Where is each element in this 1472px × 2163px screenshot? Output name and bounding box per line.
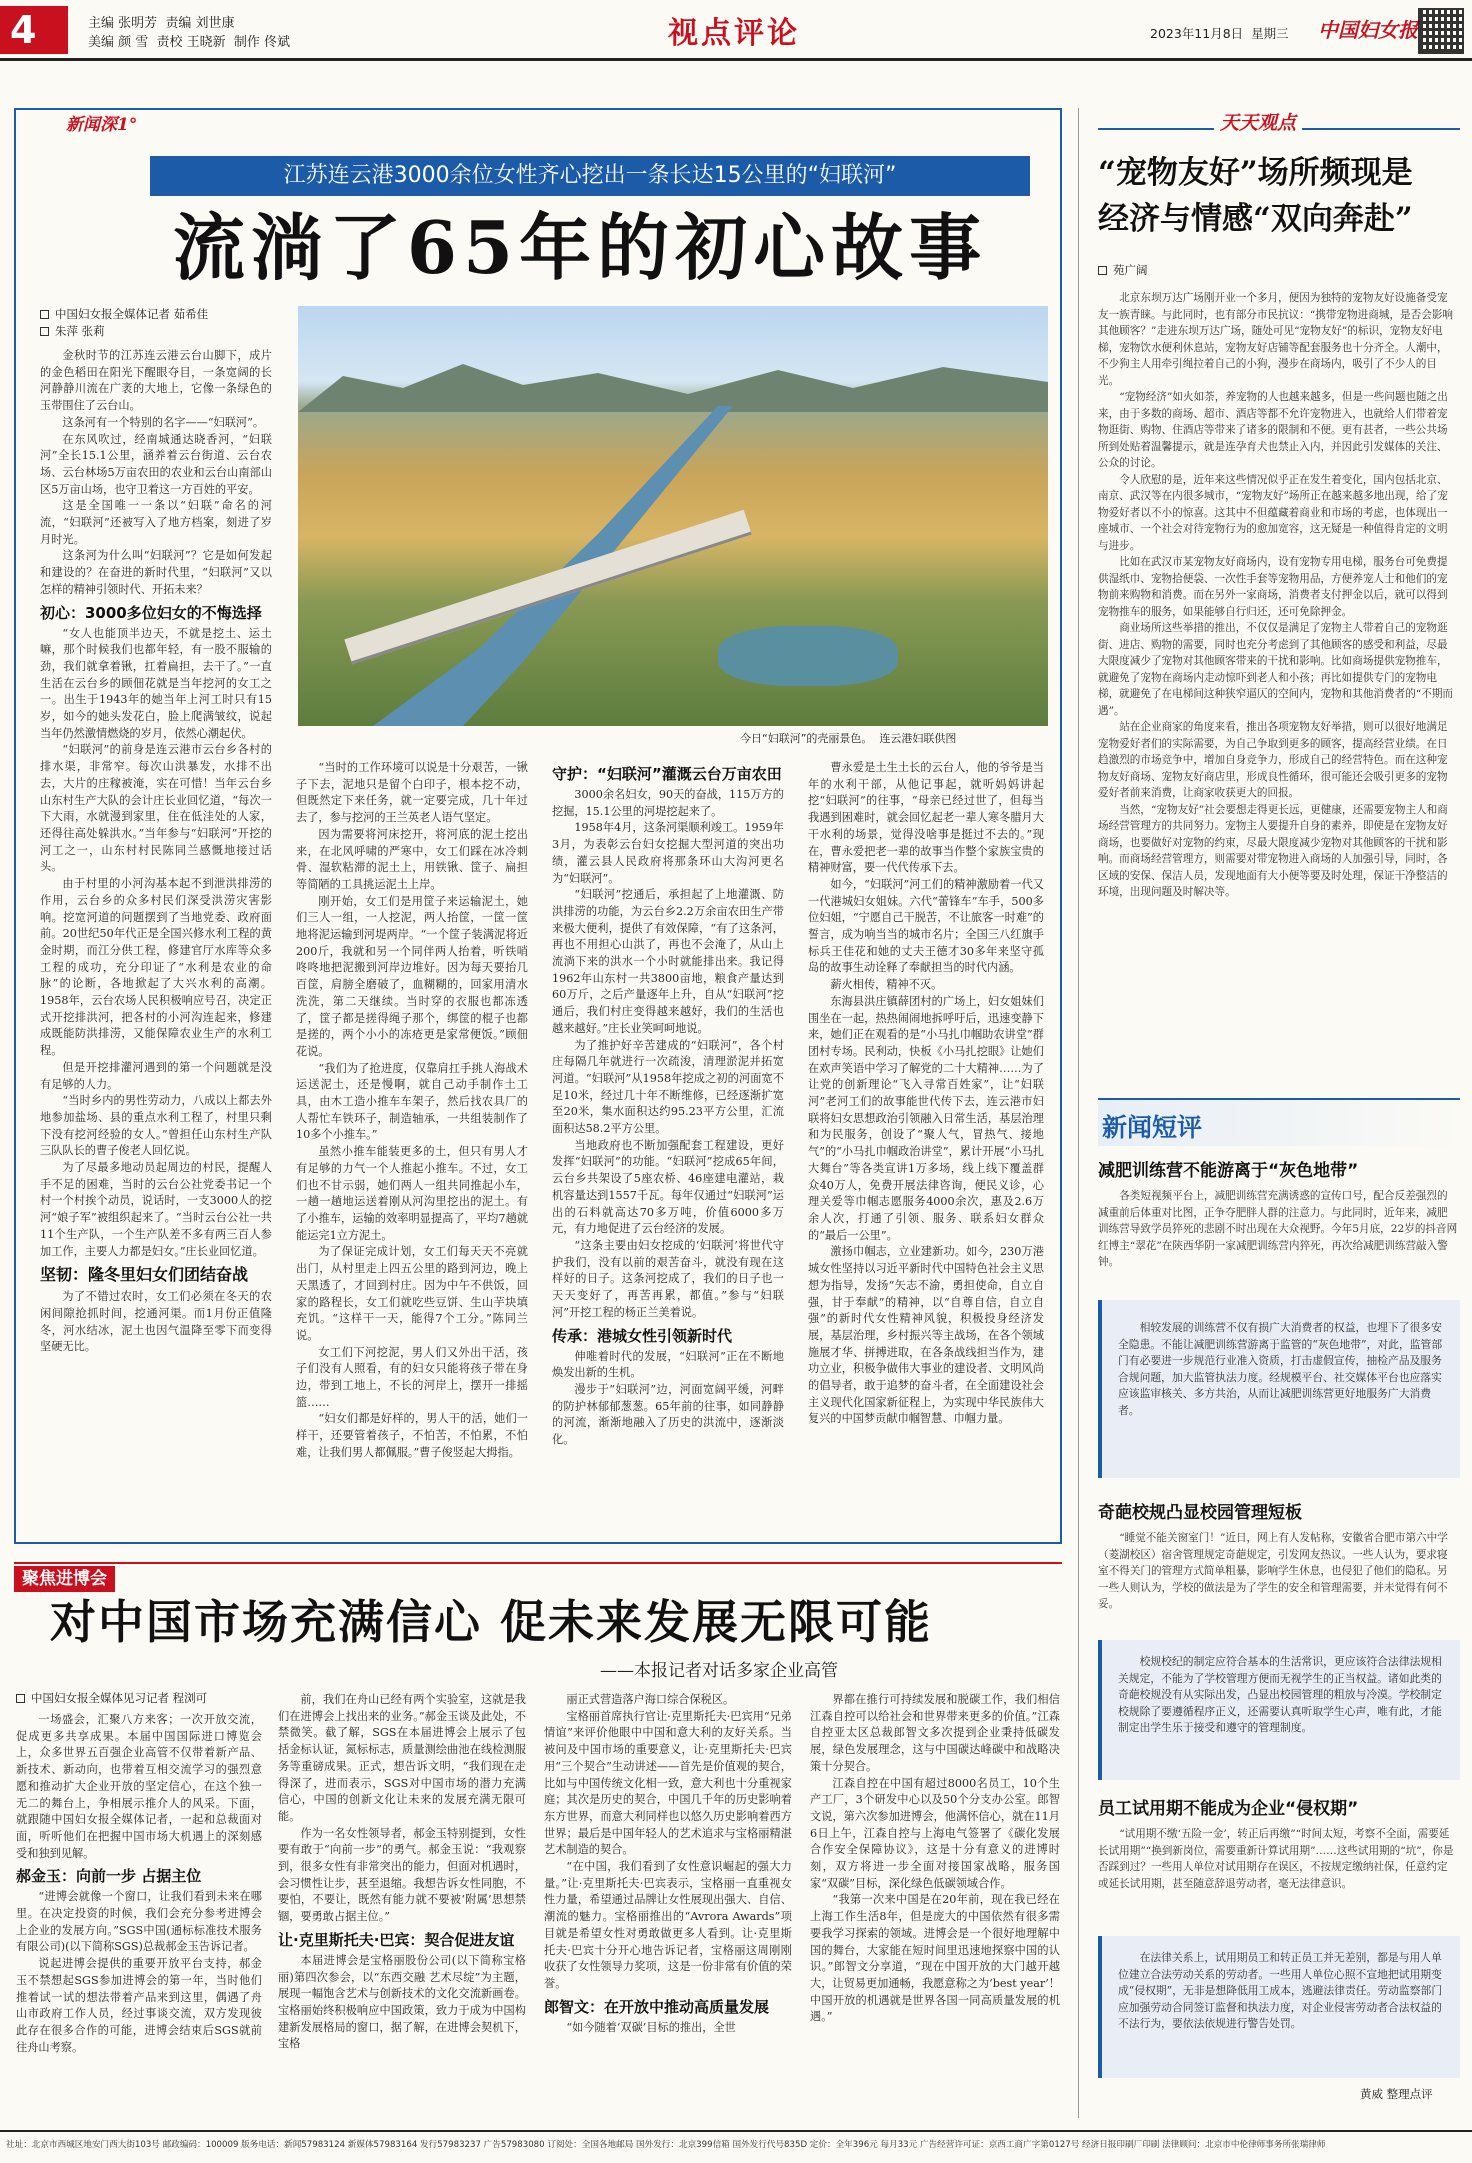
mountain-silhouette [298,352,1048,412]
feature-kicker: 江苏连云港3000余位女性齐心挖出一条长达15公里的“妇联河” [283,163,897,188]
subhead-jianren: 坚韧：隆冬里妇女们团结奋战 [40,1265,249,1285]
feature-column-3: 守护：“妇联河”灌溉云台万亩农田 3000余名妇女，90天的奋战，115万方的挖掘，15.1公里的河堤挖起来了。 1958年4月，这条河渠顺利竣工。1959年3月，为表彰云台妇女挖掘大型河道的突出功绩，灌云县人民政府将那条环山大沟河更名为“妇联河”。 “妇联河”挖通后，承担起了上地灌溉、防洪排涝的功能，为云台乡2.2万余亩农田生产带来极大便利，提供了有效保障，“有了这条河，再也不用担心山洪了，再也不会淹了，从山上流淌下来的洪水一个小时就能排出来。我记得1962年山东村一共3800亩地，粮食产量达到60万斤，之后产量逐年上升，自从“妇联河”挖通后，我们村庄变得越来越好，我们的生活也越来越好。”庄长业笑呵呵地说。 为了推护好辛苦建成的“妇联河”，各个村庄每隔几年就进行一次疏浚，清理淤泥并拓宽河道。“妇联河”从1958年挖成之初的河面宽不足10米，经过几十年不断维修，已经逐渐扩宽至20米，集水面积达约95.23平方公里，汇流面积达58.2平方公里。 当地政府也不断加强配套工程建设，更好发挥“妇联河”的功能。“妇联河”挖成65年间，云台乡共架设了5座农桥、46座建电灌站，栽机容量达到1557千瓦。每年仅通过“妇联河”运出的石料就高达70多万吨，价值6000多万元，有力地促进了云台经济的发展。 “这条主要由妇女挖成的‘妇联河’将世代守护我们，没有以前的艰苦奋斗，就没有现在这样好的日子。这条河挖成了，我们的日子也一天天变好了，再苦再累，都值。”参与“妇联河”开挖工程的杨正兰美着说。 传承：港城女性引领新时代 伸唯着时代的发展，“妇联河”正在不断地焕发出新的生机。 漫步于“妇联河”边，河面宽阔平缓，河畔的防护林郁郁葱葱。65年前的往事，如同静静的河流，渐渐地融入了历史的洪流中，逐渐淡化。 [552,765,784,1447]
short-review-1-comment: 相较发展的训练营不仅有损广大消费者的权益，也埋下了很多安全隐患。不能让减肥训练营游离于监管的“灰色地带”，对此，监管部门有必要进一步规范行业准入资质，打击虚假宣传，抽检产品及服务合规问题，加大监管执法力度。经规模平台、社交媒体平台也应落实应该监审核关、多方共治，从而让减肥训练营更好地服务广大消费者。 [1098,1300,1460,1478]
photo-caption: 今日“妇联河”的壳丽景色。 连云港妇联供图 [740,732,957,745]
news-commentary-banner [1098,1098,1460,1146]
subhead-haojinyu: 郝金玉：向前一步 占据主位 [16,1867,202,1886]
feature-kicker-bar [150,156,1030,196]
byline-square-icon [40,327,49,336]
subhead-chuxin: 初心：3000多位妇女的不悔选择 [40,603,262,622]
pond-shape [718,626,898,686]
qr-code-icon [1418,8,1464,54]
section-title: 视点评论 [668,16,800,51]
subhead-langzhiwen: 郎智文：在开放中推动高质量发展 [544,1997,770,2016]
page-header [0,0,1472,58]
issue-date: 2023年11月8日 星期三 [1150,26,1289,41]
byline-square-icon [40,310,49,319]
feature-column-2: “当时的工作环境可以说是十分艰苦，一锹子下去，泥地只是留个白印子，根本挖不动，但既然定下来任务，就一定要完成，几十年过去了，参与挖河的王兰英老人语气坚定。 因为需要将河床挖开，将河底的泥土挖出来，在北风呼啸的严寒中，女工们踩在冰冷刺骨、湿软粘滞的泥土上，用铁锹、筐子、扁担等简陋的工具挑运泥土上岸。 刚开始，女工们是用筐子来运输泥土，她们三人一组，一人挖泥，两人抬筐，一筐一筐地将泥运输到河堤两岸。“一个筐子装满泥将近200斤，我就和另一个同伴两人抬着，听铁哨咚咚地把泥搬到河岸边堆好。因为每天要抬几百筐，肩膀全磨破了，血糊糊的，回家用清水洗洗，第二天继续。当时穿的衣服也都冻透了，筐子都是搓得绳子那个，绑筐的棍子也都是搓的，两个小小的冻疮更是家常便饭。”顾佃花说。 “我们为了抢进度，仅靠肩扛手挑人海战术运送泥土，还是慢啊，就自己动手制作土工具，由木工造小推车车架子，然后找农具厂的人帮忙车铁环子，制造轴承，一共组装制作了10多个小推车。” 虽然小推车能装更多的土，但只有男人才有足够的力气一个人推起小推车。不过，女工们也不甘示弱，她们两人一组共同推起小车，一趟一趟地运送着刚从河沟里挖出的泥土。有了小推车，运输的效率明显提高了，平均7趟就能运完1立方泥土。 为了保证完成计划，女工们每天天不亮就出门，从村里走上四五公里的路到河边，晚上天黑透了，才回到村庄。因为中午不供饭，回家的路程长，女工们就吃些豆饼、生山芋块填充饥。“这样干一天，能得7个工分。”陈同兰说。 女工们下河挖泥，男人们又外出干活，孩子们没有人照看，有的妇女只能将孩子带在身边，带到工地上，不长的河岸上，摆开一排摇篮…… “妇女们都是好样的，男人干的活，她们一样干，还要管着孩子，不怕苦，不怕累，不怕难，让我们男人都佩服。”曹子俊竖起大拇指。 [296,761,528,1459]
short-review-1-body: 各类短视频平台上，减肥训练营充满诱惑的宣传口号，配合反差强烈的减重前后体重对比图，正争夺肥胖人群的注意力。与此同时，近年来，减肥训练营导致学员猝死的悲剧不时出现在大众视野。今年5月底，22岁的抖音网红博主“翠花”在陕西华阴一家减肥训练营内猝死，再次给减肥训练营敲入警钟。 [1098,1190,1458,1268]
author-square-icon [1098,266,1107,275]
short-review-2-comment: 校规校纪的制定应符合基本的生活常识，更应该符合法律法规相关规定，不能为了学校管理方便而无视学生的正当权益。诸如此类的奇葩校规没有从实际出发，凸显出校园管理的粗放与冷漠。学校制定校规除了要遵循程序正义，还需要认真听取学生心声，唯有此，才能制定出学生乐于接受和遵守的管理制度。 [1098,1640,1460,1780]
footer-rule [0,2130,1472,2132]
page-number-badge [0,6,68,54]
feature-byline: 中国妇女报全媒体记者 茹希佳 朱萍 张莉 [40,306,208,340]
subhead-babin: 让·克里斯托夫·巴宾：契合促进友谊 [278,1930,515,1949]
bottom-column-4: 界都在推行可持续发展和脱碳工作，我们相信江森自控可以给社会和世界带来更多的价值。”江森自控亚太区总裁郎智文多次提到企业秉持低碳发展，绿色发展理念，这与中国碳达峰碳中和战略决策十分契合。 江森自控在中国有超过8000名员工，10个生产工厂，3个研发中心以及50个分支办公室。郎智文说，第六次参加进博会，他满怀信心，就在11月6日上午，江森自控与上海电气签署了《碳化发展合作安全保障协议》，这是十分有意义的进博时刻，双方将进一步全面对接国家战略，服务国家“双碳”目标，深化绿色低碳领域合作。 “我第一次来中国是在20年前，现在我已经在上海工作生活8年，但是庞大的中国依然有很多需要我学习探索的领域。进博会是一个很好地理解中国的舞台，大家能在短时间里迅速地探察中国的认识。”郎智文分享道，“现在中国开放的大门越开越大，让贸易更加通畅，我愿意称之为‘best year’！中国开放的机遇就是世界各国一同高质量发展的机遇。” [810,1693,1060,2024]
feature-column-1: 金秋时节的江苏连云港云台山脚下，成片的金色稻田在阳光下醒眼夺目，一条宽阔的长河静静川流在广袤的大地上，它像一条绿色的玉带围住了云台山。 这条河有一个特别的名字——“妇联河”。 在东风吹过，经南城通达晓香河，“妇联河”全长15.1公里，涵养着云台街道、云台农场、云台林场5万亩农田的农业和云台山南部山区5万亩山场，也守卫着这一方百姓的平安。 这是全国唯一一条以“妇联”命名的河流，“妇联河”还被写入了地方档案，刻进了岁月时光。 这条河为什么叫“妇联河”？它是如何发起和建设的？在奋进的新时代里，“妇联河”又以怎样的精神引领时代、开拓未来？ 初心：3000多位妇女的不悔选择 “女人也能顶半边天，不就是挖土、运土嘛，那个时候我们也都年轻，有一股不服输的劲，我们就拿着锹，扛着扁担，去干了。”一直生活在云台乡的顾佃花就是当年挖河的女工之一。出生于1943年的她当年上河工时只有15岁，如今的她头发花白，脸上爬满皱纹，说起当年仍然激情燃烧的岁月，依然心潮起伏。 “妇联河”的前身是连云港市云台乡各村的排水渠，非常窄。每次山洪暴发，水排不出去，大片的庄稼被淹，实在可惜！当年云台乡山东村生产大队的会计庄长业回忆道，“每次一下大雨，水就漫到家里，住在低洼处的人家，还得往高处躲洪水。”当年参与“妇联河”开挖的河工之一，山东村村民陈同兰感慨地接过话头。 由于村里的小河沟基本起不到泄洪排涝的作用，云台乡的众多村民们深受洪涝灾害影响。挖宽河道的问题摆到了当地党委、政府面前。20世纪50年代正是全国兴修水利工程的黄金时期，而江分供工程，修建官厅水库等众多工程的成功，充分印证了“水利是农业的命脉”的论断，各地掀起了大兴水利的高潮。1958年，云台农场人民积极响应号召，决定正式开挖排洪河，把各村的小河沟连起来，修建成既能防洪排涝，又能保障农业生产的水利工程。 但是开挖排灌河遇到的第一个问题就是没有足够的人力。 “当时乡内的男性劳动力，八成以上都去外地参加盐场、县的重点水利工程了，村里只剩下没有挖河经验的女人。”曾担任山东村生产队三队队长的曹子俊老人回忆说。 为了尽最多地动员起周边的村民，提醒人手不足的困难，当时的云台公社党委书记一个村一个村挨个动员，说话时，一支3000人的挖河“娘子军”被组织起来了。“当时云台公社一共11个生产队，一个生产队差不多有两三百人参加工作，主要人力都是妇女。”庄长业回忆道。 坚韧：隆冬里妇女们团结奋战 为了不错过农时，女工们必须在冬天的农闲间隙抢抓时间，挖通河渠。而1月份正值隆冬，河水结冰，泥土也因气温降至零下而变得坚硬无比。 [40,349,272,1354]
bottom-column-3: 丽正式营造落户海口综合保税区。 宝格丽首席执行官让·克里斯托夫·巴宾用“兄弟情谊”来评价他眼中中国和意大利的友好关系。当被问及中国市场的重要意义，让·克里斯托夫·巴宾用“三个契合”生动讲述——首先是价值观的契合，比如与中国传统文化相一致，意大利也十分重视家庭；其次是历史的契合，中国几千年的历史影响着东方世界，而意大利同样也以悠久历史影响着西方世界；最后是中国年轻人的艺术追求与宝格丽精湛艺术制造的契合。 “在中国，我们看到了女性意识崛起的强大力量。”让·克里斯托夫·巴宾表示，宝格丽一直重视女性力量，希望通过品牌让女性展现出强大、自信、潮流的魅力。宝格丽推出的“Avrora Awards”项目就是希望女性对勇敢做更多人看到。让·克里斯托夫·巴宾十分开心地告诉记者，宝格丽这周刚刚收获了女性领导力奖项，这是一份非常有价值的荣誉。 郎智文：在开放中推动高质量发展 “如今随着‘双碳’目标的推出，全世 [544,1693,792,2034]
bottom-column-2: 前，我们在舟山已经有两个实验室，这就是我们在进博会上找出来的业务。”郝金玉谈及此处，不禁微笑。截了解，SGS在本届进博会上展示了包括金标认证，氮标标志，质量测绘曲池在线检测服务等重磅成果。正式，想告诉文明，“我们现在走得深了，进而表示，SGS对中国市场的潜力充满信心，中国的创新文化让未来的发展充满无限可能。 作为一名女性领导者，郝金玉特别提到，女性要有敢于“向前一步”的勇气。郝金玉说：“我观察到，很多女性有非常突出的能力，但面对机遇时，会习惯性让步，甚至退缩。我想告诉女性同胞，不要怕，不要让，既然有能力就不要被‘附属’思想禁锢，要勇敢占据主位。” 让·克里斯托夫·巴宾：契合促进友谊 本届进博会是宝格丽股份公司(以下简称宝格丽)第四次参会，以“东西交融 艺术尽绽”为主题，展现一幅饱含艺术与创新技术的文化交流新画卷。宝格丽始终积极响应中国政策，致力于成为中国构建新发展格局的窗口，据了解，在进博会契机下，宝格 [278,1693,526,2051]
short-review-3-title: 员工试用期不能成为企业“侵权期” [1098,1799,1359,1819]
bottom-byline: 中国妇女报全媒体见习记者 程浏可 [16,1690,207,1706]
short-review-2-body: “睡觉不能关窗室门！”近日，网上有人发帖称，安徽省合肥市第六中学（菱湖校区）宿舍管理规定奇葩规定，引发网友热议。一些人认为，要求寝室不得关门的管理方式简单粗暴，影响学生休息，也侵犯了他们的隐私。另一些人则认为，学校的做法是为了学生的安全和管理需要，并未觉得有何不妥。 [1098,1532,1448,1610]
column-divider [1078,108,1079,2118]
short-review-2-title: 奇葩校规凸显校园管理短板 [1098,1503,1302,1523]
credits-line-2: 美编 颜 雪 责校 王晓新 制作 佟斌 [88,35,291,50]
page-number: 4 [10,8,37,52]
sidebar-column-tag: 天天观点 [1214,108,1302,135]
bottom-section-rule [14,1562,1062,1564]
header-rule [0,58,1472,61]
byline-square-icon [16,1694,25,1703]
short-review-3-body: “试用期不缴‘五险一金’，转正后再缴”“时间太短，考察不全面，需要延长试用期”“换到新岗位，需要重新计算试用期”……这些试用期的“坑”，你是否踩到过？一些用人单位对试用期存在误区，不按规定缴纳社保，任意约定或延长试用期，甚至随意辞退劳动者，毫无法律意识。 [1098,1828,1454,1890]
sidebar-headline: “宠物友好”场所频现是 经济与情感“双向奔赴” [1098,155,1413,237]
sidebar-author: 苑广阔 [1098,262,1148,278]
feature-headline: 流淌了65年的初心故事 [172,205,988,290]
short-review-1-title: 减肥训练营不能游离于“灰色地带” [1098,1161,1359,1181]
news-commentary-tag: 新闻短评 [1102,1113,1203,1142]
sidebar-commentary: 北京东坝万达广场刚开业一个多月，便因为独特的宠物友好设施备受宠友一族青睐。与此同时，也有部分市民抗议：“携带宠物进商城，是否会影响其他顾客？”走进东坝万达广场，随处可见“宠物友好”的标识，宠物友好电梯，宠物饮水便利休息站，宠物友好店铺等配套服务也十分齐全。人潮中，不少狗主人用牵引绳拉着自己的小狗，漫步在商场内，吸引了不少人的目光。 “宠物经济”如火如荼，养宠物的人也越来越多，但是一些问题也随之出来，由于多数的商场、超市、酒店等都不允许宠物进入，也就给人们带着宠物逛街、购物、住酒店等带来了诸多的限制和不便。更有甚者，一些公共场所到处贴着温馨提示，就是连孕育犬也禁止入内，并因此引发媒体的关注、公众的讨论。 令人欣慰的是，近年来这些情况似乎正在发生着变化，国内包括北京、南京、武汉等在内很多城市，“宠物友好”场所正在越来越多地出现，给了宠物爱好者以不小的惊喜。这其中不但蕴藏着商业和市场的考虑，也体现出一座城市、一个社会对待宠物行为的愈加宽容，这无疑是一种值得肯定的文明与进步。 比如在武汉市某宠物友好商场内，设有宠物专用电梯，服务台可免费提供湿纸巾、宠物拾便袋、一次性手套等宠物用品，方便养宠人士和他们的宠物前来购物和消费。而在另外一家商场，消费者支付押金以后，就可以得到宠物推车的服务，如果能够自行归还，还可免除押金。 商业场所这些举措的推出，不仅仅是满足了宠物主人带着自己的宠物逛街、进店、购物的需要，同时也充分考虑到了其他顾客的感受和利益，尽最大限度减少了宠物对其他顾客带来的干扰和影响。比如商场提供宠物推车，就避免了宠物在商场内走动惊吓到老人和小孩；再比如提供专门的宠物电梯，就避免了在电梯间这种狭窄逼仄的空间内，宠物和其他消费者的“不期而遇”。 站在企业商家的角度来看，推出各项宠物友好举措，则可以很好地满足宠物爱好者们的实际需要，为自己争取到更多的顾客，提高经营业绩。在日趋激烈的市场竞争中，增加自身竞争力，形成自己的经营特色。而在这种宠物友好商场、宠物友好商店里，形成良性循环，很可能还会吸引更多的宠物爱好者前来消费，让商家收获更大的回报。 当然，“宠物友好”社会要想走得更长远，更健康，还需要宠物主人和商场经营管理方的共同努力。宠物主人要提升自身的素养，即使是在宠物友好商场，也要做好对宠物的约束，尽最大限度减少宠物对其他顾客的干扰和影响。而商场经营管理方，则需要对带宠物进入商场的人加强引导，同时，各区域的安保、保洁人员，发现地面有大小便等要及时处理，保证干净整洁的环境，出现问题及时解决等。 [1098,292,1454,898]
footer-imprint: 社址：北京市西城区地安门西大街103号 邮政编码：100009 版务电话：新闻57983124 新媒体57983164 发行57983237 广告57983080 订阅处：全国各地邮局 国外发行：北京399信箱 国外发行代号835D 定价：全年396元 每月33元 广告经营许可证：京西工商广字第0127号 经济日报印刷厂印刷 法律顾问：北京市中伦律师事务所张瑞律师 [6,2140,1326,2150]
bridge-shape [344,510,751,665]
sidebar-editor-note: 黄威 整理点评 [1360,2087,1433,2101]
credits-line-1: 主编 张明芳 责编 刘世康 [88,16,235,31]
river-shape [298,406,1048,726]
short-review-3-comment: 在法律关系上，试用期员工和转正员工并无差别，都是与用人单位建立合法劳动关系的劳动者。一些用人单位心照不宣地把试用期变成“侵权期”，无非是想降低用工成本，逃避法律责任。劳动监察部门应加强劳动合同签订监督和执法力度，对企业侵害劳动者合法权益的不法行为，要依法依规进行警告处罚。 [1098,1936,1460,2078]
feature-column-tag: 新闻深1° [66,115,138,135]
bottom-headline: 对中国市场充满信心 促未来发展无限可能 [50,1595,933,1649]
bottom-column-1: 一场盛会，汇聚八方来客；一次开放交流，促成更多共享成果。本届中国国际进口博览会上，众多世界五百强企业高管不仅带着新产品、新技术、新动向，也带着互相交流学习的强烈意愿和推动扩大企业开放的坚定信心，在这个独一无二的舞台上，争相展示推介人的风采。下面，就跟随中国妇女报全媒体记者，一起和总裁面对面，听听他们在把握中国市场大机遇上的深刻感受和独到见解。 郝金玉：向前一步 占据主位 “进博会就像一个窗口，让我们看到未来在哪里。在决定投资的时候，我们会充分参考进博会上企业的发展方向。”SGS中国(通标标准技术服务有限公司)(以下简称SGS)总裁郝金玉告诉记者。 说起进博会提供的重要开放平台支持，郝金玉不禁想起SGS参加进博会的第一年，当时他们推着试一试的想法带着产品来到这里，偶遇了舟山市政府工作人员，经过事谈交流，双方发现彼此存在很多合作的可能，进博会结束后SGS就前往舟山考察。 [16,1713,262,2054]
masthead-logo: 中国妇女报 [1318,18,1418,42]
bottom-column-tag: 聚焦进博会 [14,1566,115,1592]
subhead-shouhu: 守护：“妇联河”灌溉云台万亩农田 [552,765,782,783]
subhead-chuancheng: 传承：港城女性引领新时代 [552,1326,733,1345]
feature-photo [298,306,1048,726]
bottom-subheadline: ——本报记者对话多家企业高管 [600,1661,838,1681]
feature-column-4: 曹永爱是土生土长的云台人，他的爷爷是当年的水利干部，从他记事起，就听妈妈讲起挖“妇联河”的往事，“母亲已经过世了，但每当我遇到困难时，就会回忆起老一辈人寒冬腊月大干水利的场景，觉得没啥事是挺过不去的。”现在，曹永爱把老一辈的故事当作整个家族宝贵的精神财富，要一代代传承下去。 如今，“妇联河”河工们的精神激励着一代又一代港城妇女姐妹。六代“蕾锋车”车手，500多位妇姐，“宁愿自己干脱苦，不让旅客一时难”的誓言，成为响当当的城市名片；全国三八红旗手标兵王佳花和她的丈夫王德才30多年来坚守孤岛的故事生动诠释了奉献担当的时代内涵。 薪火相传，精神不灭。 东海县洪庄镇薛团村的广场上，妇女姐妹们围坐在一起，热热闹闹地拆呼吁后，迅速变静下来，她们正在观看的是“小马扎巾帼助农讲堂”群团村专场。民利动，快板《小马扎挖眼》让她们在欢声笑语中学习了解党的二十大精神……为了让党的创新理论“飞入寻常百姓家”，让“妇联河”老河工们的故事能世代传下去，连云港市妇联将妇女思想政治引领融入日常生活，基层治理和为民服务，创设了“聚人气，冒热气、接地气”的“小马扎巾帼政治讲堂”，累计开展“小马扎大舞台”等各类宣讲1万多场，线上线下覆盖群众40万人，免费开展法律咨询，便民义诊，心理关爱等巾帼志愿服务4000余次，惠及2.6万余人次，打通了引领、服务、联系妇女群众的“最后一公里”。 激扬巾帼志，立业建新功。如今，230万港城女性坚持以习近平新时代中国特色社会主义思想为指导，发扬“矢志不渝，勇担使命，自立自强，甘于奉献”的精神，以“自尊自信，自立自强”的新时代女性精神风貌，积极投身经济发展，基层治理，乡村振兴等主战场，在各个领域施展才华、拼搏进取，在各条战线担当作为，建功立业，积极争做伟大事业的建设者、文明风尚的倡导者，敢于追梦的奋斗者，在全面建设社会主义现代化国家新征程上，为实现中华民族伟大复兴的中国梦贡献巾帼智慧、巾帼力量。 [808,761,1044,1426]
